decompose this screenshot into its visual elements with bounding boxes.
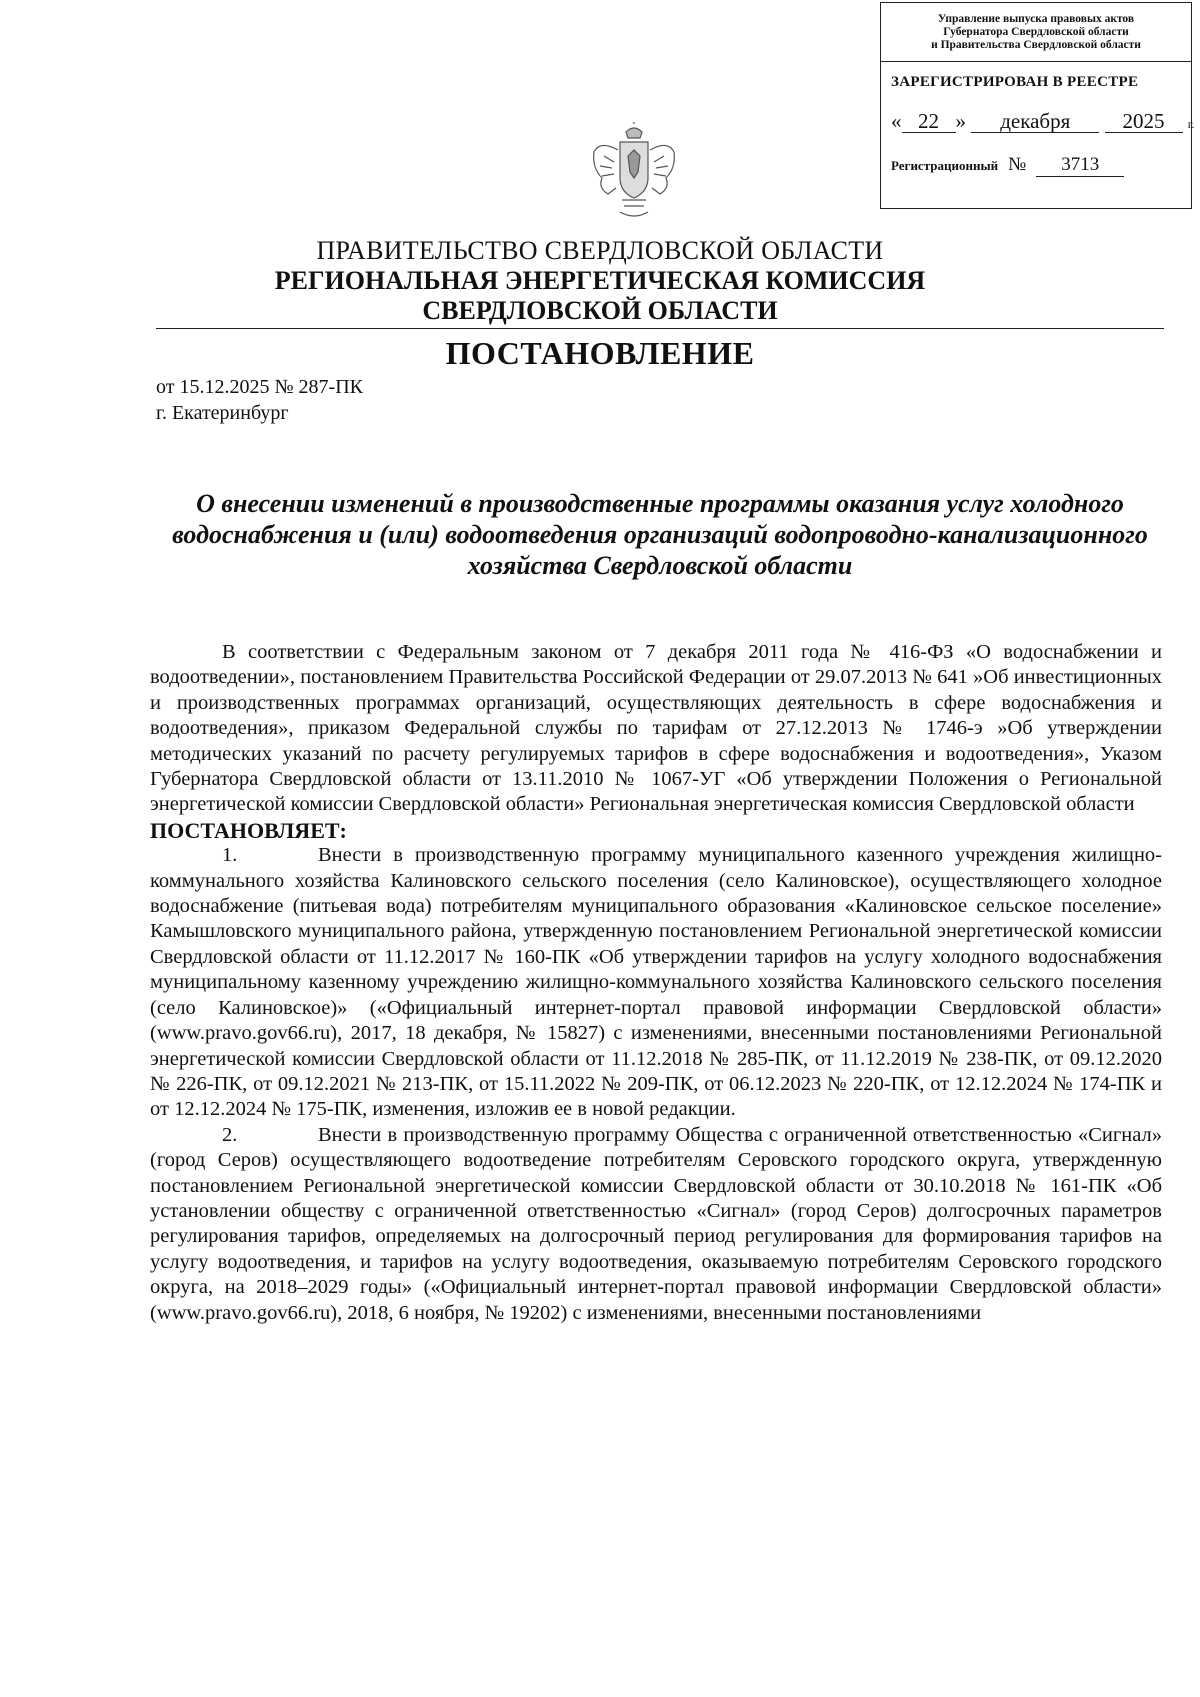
- decree-heading: ПОСТАНОВЛЯЕТ:: [150, 817, 347, 843]
- document-body: [150, 640, 1162, 1326]
- document-date-number: от 15.12.2025 № 287-ПК: [156, 376, 364, 398]
- government-name: ПРАВИТЕЛЬСТВО СВЕРДЛОВСКОЙ ОБЛАСТИ: [316, 236, 884, 265]
- commission-name-line2: СВЕРДЛОВСКОЙ ОБЛАСТИ: [422, 296, 778, 325]
- registration-stamp: [880, 2, 1195, 209]
- item-text: Внести в производственную программу Общества с ограниченной ответственностью «Сигнал» (город Серов) осуществляющего водоотведение потребителям Серовского городского округа, утвержденную постановлением Региональной энергетической комиссии Свердловской области от 30.10.2018 № 161-ПК «Об установлении обществу с ограниченной ответственностью «Сигнал» (город Серов) долгосрочных параметров регулирования тарифов, определяемых на долгосрочный период регулирования для формирования тарифов на услугу водоотведения, и тарифов на услугу водоотведения, оказываемую потребителям Серовского городского округа, на 2018–2029 годы» («Официальный интернет-портал правовой информации Свердловской области» (www.pravo.gov66.ru), 2018, 6 ноября, № 19202) с изменениями, внесенными постановлениями: [150, 1123, 1162, 1324]
- stamp-registration-number: [881, 134, 1191, 177]
- stamp-date: « 22 » декабря 2025 г.: [891, 109, 1195, 133]
- preamble-paragraph: В соответствии с Федеральным законом от 7 декабря 2011 года № 416-ФЗ «О водоснабжении и водоотведении», постановлением Правительства Российской Федерации от 29.07.2013 № 641 »Об инвестиционных и производственных программах организаций, осуществляющих деятельность в сфере водоснабжения и водоотведения», приказом Федеральной службы по тарифам от 27.12.2013 № 1746-э »Об утверждении методических указаний по расчету регулируемых тарифов в сфере водоснабжения и водоотведения», Указом Губернатора Свердловской области от 13.11.2010 № 1067-УГ «Об утверждении Положения о Региональной энергетической комиссии Свердловской области» Региональная энергетическая комиссия Свердловской области: [150, 641, 1162, 816]
- stamp-registered-label: ЗАРЕГИСТРИРОВАН В РЕЕСТРЕ: [891, 74, 1139, 90]
- stamp-reg-number: 3713: [1036, 154, 1124, 177]
- header-divider: [156, 328, 1164, 329]
- list-item: [150, 843, 1162, 1122]
- coat-of-arms-icon: [590, 122, 678, 222]
- stamp-month: декабря: [971, 110, 1099, 133]
- stamp-org-line: Управление выпуска правовых актов: [937, 13, 1135, 25]
- list-item: [150, 1123, 1162, 1326]
- stamp-reg-label: Регистрационный: [891, 158, 999, 173]
- commission-name-line1: РЕГИОНАЛЬНАЯ ЭНЕРГЕТИЧЕСКАЯ КОМИССИЯ: [274, 266, 926, 295]
- document-subject: О внесении изменений в производственные программы оказания услуг холодного водоснабжения и (или) водоотведения организаций водопроводно-канализационного хозяйства Свердловской области: [172, 489, 1148, 580]
- stamp-year-suffix: г.: [1187, 117, 1195, 131]
- stamp-number-sign: №: [1008, 154, 1027, 175]
- item-text: Внести в производственную программу муниципального казенного учреждения жилищно-коммунального хозяйства Калиновского сельского поселения (село Калиновское), осуществляющего холодное водоснабжение (питьевая вода) потребителям муниципального образования «Калиновское сельское поселение» Камышловского муниципального района, утвержденную постановлением Региональной энергетической комиссии Свердловской области от 11.12.2017 № 160-ПК «Об утверждении тарифов на услугу холодного водоснабжения муниципальному казенному учреждению жилищно-коммунального хозяйства Калиновского сельского поселения (село Калиновское)» («Официальный интернет-портал правовой информации Свердловской области» (www.pravo.gov66.ru), 2017, 18 декабря, № 15827) с изменениями, внесенными постановлениями Региональной энергетической комиссии Свердловской области от 11.12.2018 № 285-ПК, от 11.12.2019 № 238-ПК, от 09.12.2020 № 226-ПК, от 09.12.2021 № 213-ПК, от 15.11.2022 № 209-ПК, от 06.12.2023 № 220-ПК, от 12.12.2024 № 174-ПК и от 12.12.2024 № 175-ПК, изменения, изложив ее в новой редакции.: [150, 844, 1162, 1121]
- stamp-org-line: Губернатора Свердловской области: [943, 26, 1129, 38]
- stamp-org-line: и Правительства Свердловской области: [931, 39, 1141, 51]
- stamp-year: 2025: [1105, 110, 1183, 133]
- stamp-day: 22: [902, 110, 956, 133]
- document-type: ПОСТАНОВЛЕНИЕ: [445, 335, 755, 371]
- document-city: г. Екатеринбург: [156, 402, 289, 424]
- item-number: 1.: [222, 844, 238, 867]
- stamp-organization: [881, 3, 1191, 61]
- item-number: 2.: [222, 1123, 238, 1146]
